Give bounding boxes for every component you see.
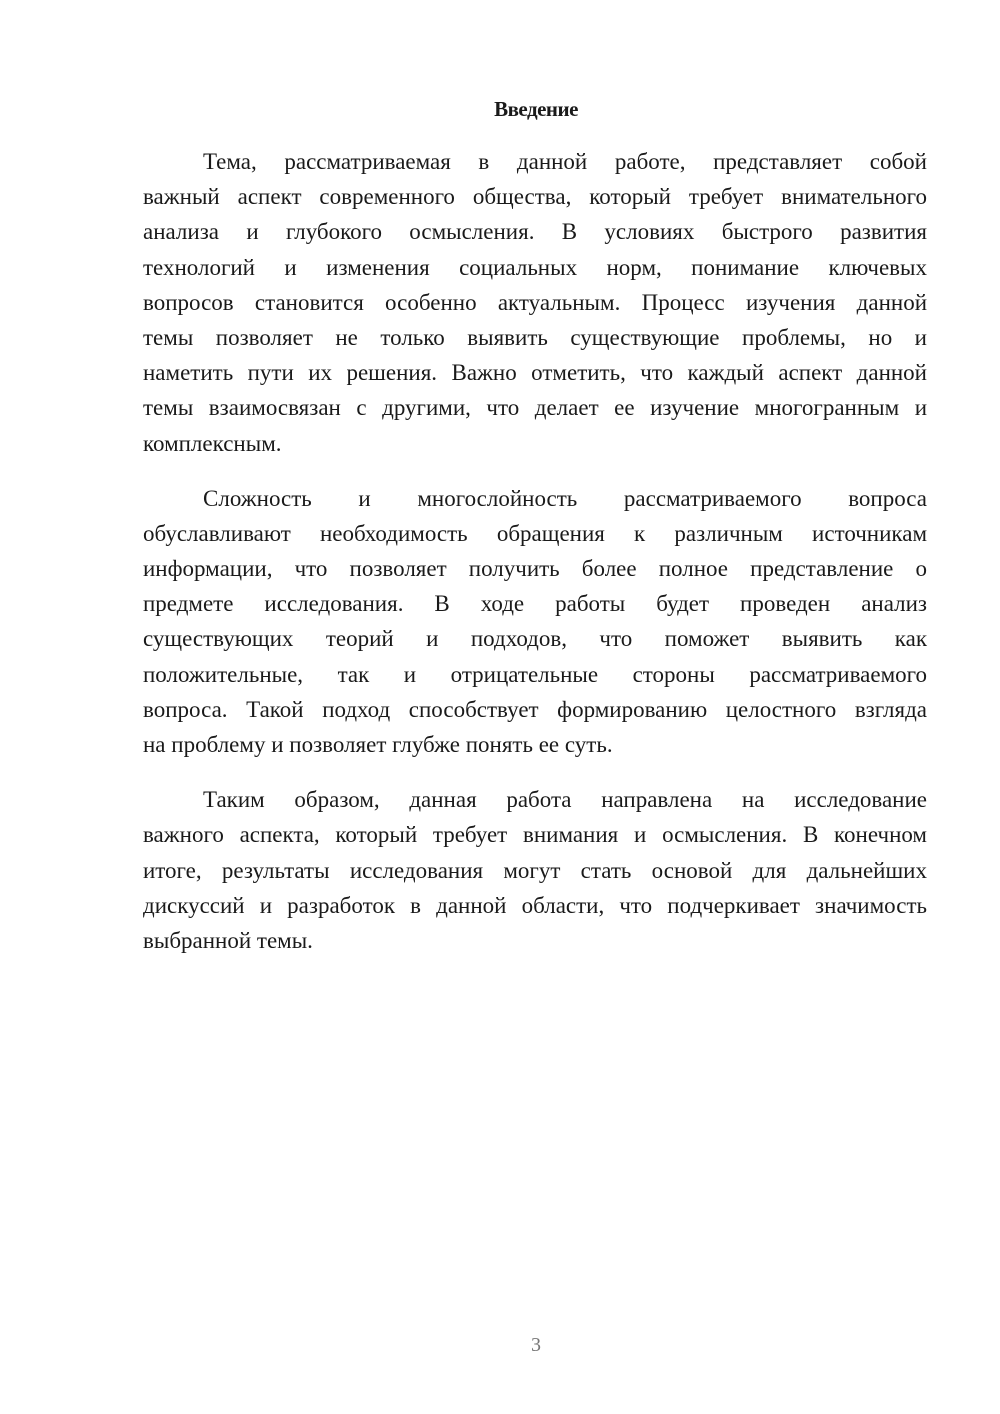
text-line: Сложность и многослойность рассматриваемого вопроса [203, 485, 927, 511]
text-line: на проблему и позволяет глубже понять ее суть. [143, 732, 613, 757]
document-body [143, 144, 927, 978]
text-line: вопросов становится особенно актуальным. Процесс изучения данной [143, 289, 927, 315]
text-line: вопроса. Такой подход способствует формированию целостного взгляда [143, 696, 927, 722]
text-line: технологий и изменения социальных норм, понимание ключевых [143, 254, 927, 280]
text-line: существующих теорий и подходов, что поможет выявить как [143, 626, 927, 652]
text-line: наметить пути их решения. Важно отметить, что каждый аспект данной [143, 360, 927, 386]
text-line: Таким образом, данная работа направлена на исследование [203, 787, 927, 813]
text-line: дискуссий и разработок в данной области, что подчеркивает значимость [143, 892, 927, 918]
text-line: Тема, рассматриваемая в данной работе, представляет собой [203, 149, 927, 174]
paragraph [143, 481, 927, 763]
text-line: темы позволяет не только выявить существующие проблемы, но и [143, 324, 927, 350]
text-line: выбранной темы. [143, 927, 313, 953]
text-line: информации, что позволяет получить более полное представление о [143, 556, 927, 582]
text-line: важный аспект современного общества, который требует внимательного [143, 184, 927, 210]
paragraph [143, 782, 927, 958]
page-number: 3 [531, 1334, 541, 1356]
text-line: анализа и глубокого осмысления. В условиях быстрого развития [143, 219, 927, 245]
text-line: обуславливают необходимость обращения к различным источникам [143, 520, 927, 546]
section-title: Введение [494, 97, 578, 121]
paragraph [143, 144, 927, 461]
text-line: положительные, так и отрицательные стороны рассматриваемого [143, 661, 927, 687]
text-line: итоге, результаты исследования могут стать основой для дальнейших [143, 857, 927, 883]
text-line: комплексным. [143, 430, 282, 456]
text-line: предмете исследования. В ходе работы будет проведен анализ [143, 591, 927, 617]
text-line: важного аспекта, который требует внимания и осмысления. В конечном [143, 822, 927, 848]
text-line: темы взаимосвязан с другими, что делает ее изучение многогранным и [143, 395, 927, 421]
